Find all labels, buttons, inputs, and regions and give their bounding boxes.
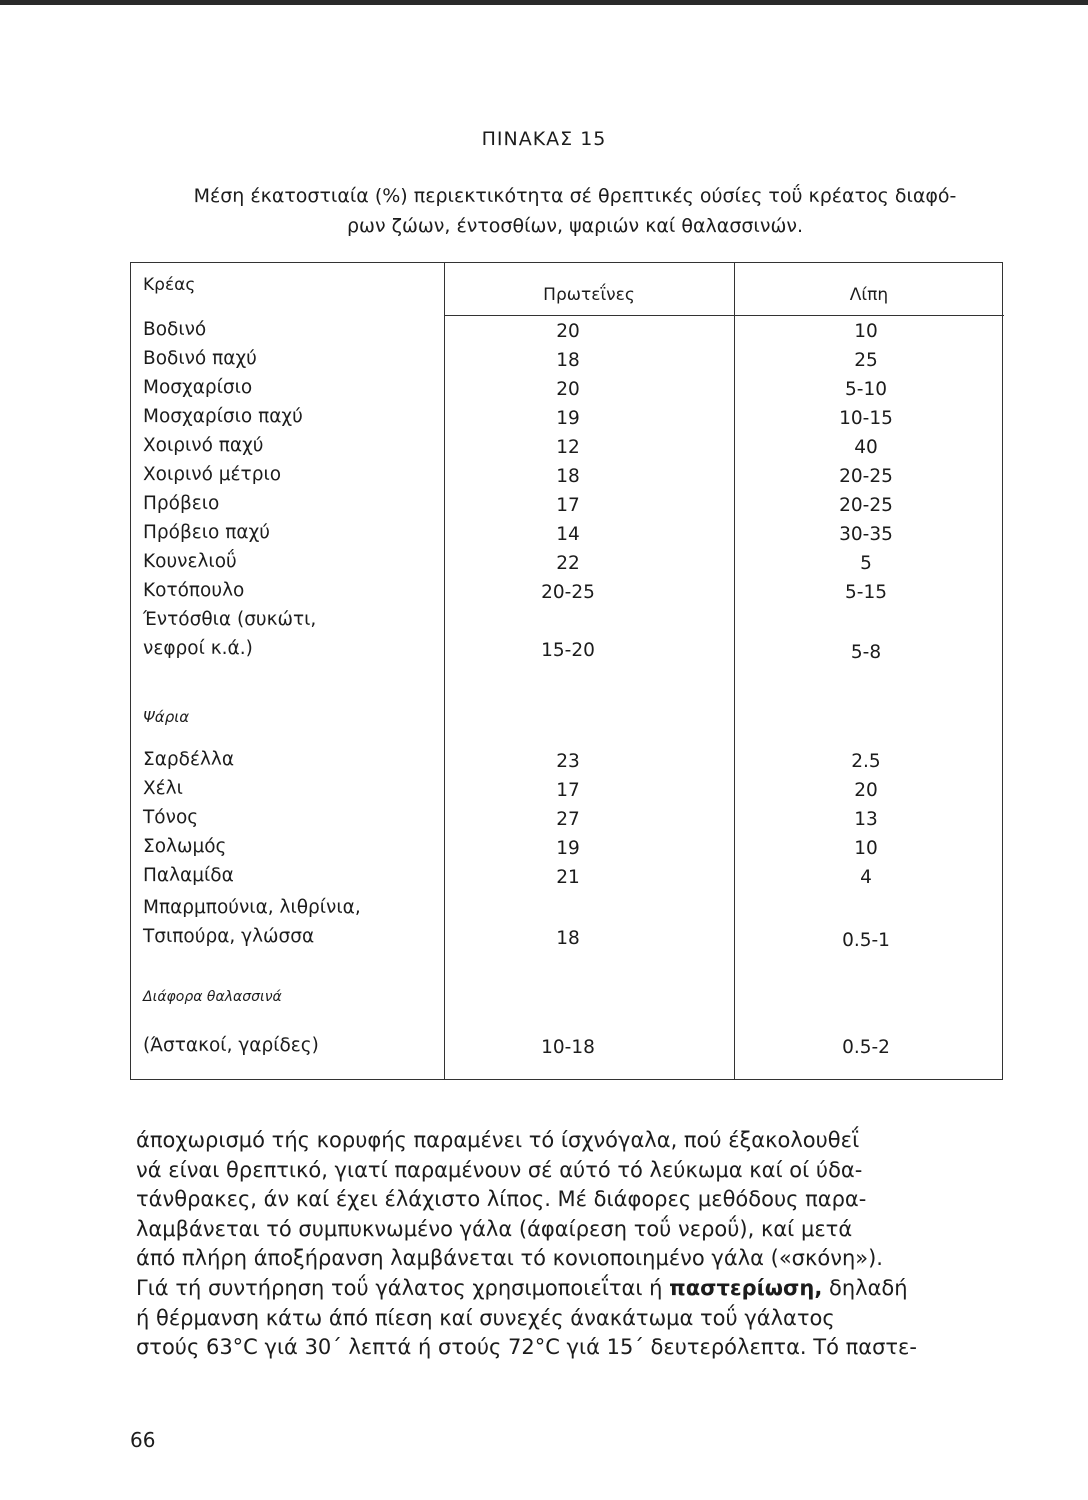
paragraph-line: λαμβάνεται τό συμπυκνωμένο γάλα (άφαίρεση τοΰ νεροΰ), καί μετά: [136, 1216, 853, 1241]
row-fat: 20: [854, 780, 878, 801]
row-name: Πρόβειο: [143, 493, 220, 514]
table-row: [131, 464, 1002, 493]
row-fat: 10: [854, 838, 878, 859]
table-row: [131, 551, 1002, 580]
row-name: Σαρδέλλα: [143, 749, 235, 770]
row-fat: 40: [854, 437, 878, 458]
section-label-seafood: Διάφορα θαλασσινά: [143, 989, 282, 1005]
table-row: [131, 522, 1002, 551]
row-fat: 5: [860, 553, 872, 574]
row-protein: 18: [556, 928, 580, 949]
table-title: ΠΙΝΑΚΑΣ 15: [481, 128, 607, 150]
table-row: [131, 580, 1002, 609]
row-protein: 15-20: [541, 640, 595, 661]
row-fat: 30-35: [839, 524, 893, 545]
row-protein: 18: [556, 466, 580, 487]
row-protein: 19: [556, 838, 580, 859]
row-protein: 14: [556, 524, 580, 545]
row-fat: 25: [854, 350, 878, 371]
row-protein: 12: [556, 437, 580, 458]
row-protein: 17: [556, 495, 580, 516]
header-divider: [444, 315, 1004, 316]
row-name-line-2: νεφροί κ.ά.): [143, 638, 253, 659]
row-fat: 5-10: [845, 379, 887, 400]
row-protein: 20: [556, 379, 580, 400]
row-name: Χέλι: [143, 778, 183, 799]
table-row: [131, 1035, 1002, 1064]
row-name: Χοιρινό μέτριο: [143, 464, 282, 485]
row-name: Τόνος: [143, 807, 199, 828]
emphasis-term: παστερίωση,: [669, 1275, 823, 1300]
row-name: Παλαμίδα: [143, 865, 234, 886]
row-name: Βοδινό παχύ: [143, 348, 257, 369]
row-protein: 27: [556, 809, 580, 830]
header-meat: Κρέας: [143, 275, 196, 295]
row-fat: 10: [854, 321, 878, 342]
caption-line-1: Μέση έκατοστιαία (%) περιεκτικότητα σέ θρεπτικές ούσίες τοΰ κρέατος διαφό-: [193, 185, 957, 207]
row-fat: 0.5-2: [842, 1037, 890, 1058]
paragraph-line: νά είναι θρεπτικό, γιατί παραμένουν σέ αύτό τό λεύκωμα καί οί ύδα-: [136, 1157, 863, 1182]
header-fat: Λίπη: [849, 285, 889, 305]
row-name: Μοσχαρίσιο παχύ: [143, 406, 303, 427]
paragraph-text: Γιά τή συντήρηση τοΰ γάλατος χρησιμοποιεΐται ή: [136, 1275, 670, 1300]
row-name: Βοδινό: [143, 319, 207, 340]
row-protein: 20-25: [541, 582, 595, 603]
table-row: [131, 807, 1002, 836]
row-name-line-1: Μπαρμπούνια, λιθρίνια,: [143, 897, 361, 918]
row-fat: 5-15: [845, 582, 887, 603]
row-protein: 18: [556, 350, 580, 371]
row-name: Μοσχαρίσιο: [143, 377, 253, 398]
paragraph-line: [136, 1274, 988, 1304]
row-fat: 13: [854, 809, 878, 830]
table-row: [131, 836, 1002, 865]
header-protein: Πρωτεΐνες: [543, 285, 635, 305]
table-row: [131, 865, 1002, 894]
table-row: [131, 897, 1002, 955]
table-row: [131, 749, 1002, 778]
nutrition-table: [130, 262, 1003, 1080]
paragraph-line: στούς 63°C γιά 30΄ λεπτά ή στούς 72°C γιά 15΄ δευτερόλεπτα. Τό παστε-: [136, 1335, 917, 1360]
table-row: [131, 493, 1002, 522]
row-name-line-2: Τσιπούρα, γλώσσα: [143, 926, 315, 947]
table-row: [131, 435, 1002, 464]
table-row: [131, 609, 1002, 667]
table-row: [131, 778, 1002, 807]
table-row: [131, 377, 1002, 406]
paragraph-line: τάνθρακες, άν καί έχει έλάχιστο λίπος. Μέ διάφορες μεθόδους παρα-: [136, 1187, 867, 1212]
row-protein: 21: [556, 867, 580, 888]
row-fat: 10-15: [839, 408, 893, 429]
paragraph-text: δηλαδή: [822, 1275, 908, 1300]
paragraph-line: ή θέρμανση κάτω άπό πίεση καί συνεχές άνακάτωμα τοΰ γάλατος: [136, 1305, 835, 1330]
row-name: Κοτόπουλο: [143, 580, 245, 601]
page-number: 66: [130, 1428, 156, 1452]
row-fat: 20-25: [839, 466, 893, 487]
row-fat: 2.5: [851, 751, 881, 772]
row-name: Σολωμός: [143, 836, 227, 857]
paragraph-line: άπό πλήρη άποξήρανση λαμβάνεται τό κονιοποιημένο γάλα («σκόνη»).: [136, 1246, 883, 1271]
table-row: [131, 406, 1002, 435]
table-row: [131, 348, 1002, 377]
row-fat: 0.5-1: [842, 930, 890, 951]
row-fat: 20-25: [839, 495, 893, 516]
table-caption: [140, 181, 1010, 241]
row-name: Κουνελιοΰ: [143, 551, 237, 572]
row-protein: 20: [556, 321, 580, 342]
section-label-fish: Ψάρια: [143, 708, 190, 726]
row-name: (Άστακοί, γαρίδες): [143, 1035, 319, 1056]
caption-line-2: ρων ζώων, έντοσθίων, ψαριών καί θαλασσινών.: [346, 215, 804, 237]
row-name-line-1: Έντόσθια (συκώτι,: [143, 609, 317, 630]
row-protein: 10-18: [541, 1037, 595, 1058]
paragraph-line: άποχωρισμό τής κορυφής παραμένει τό ίσχνόγαλα, πού έξακολουθεΐ: [136, 1128, 860, 1152]
row-protein: 19: [556, 408, 580, 429]
row-name: Χοιρινό παχύ: [143, 435, 264, 456]
row-fat: 5-8: [850, 642, 882, 663]
scan-edge: [0, 0, 1088, 5]
row-protein: 17: [556, 780, 580, 801]
table-row: [131, 319, 1002, 348]
body-paragraph: [136, 1126, 988, 1363]
row-protein: 22: [556, 553, 580, 574]
row-protein: 23: [556, 751, 580, 772]
row-name: Πρόβειο παχύ: [143, 522, 270, 543]
row-fat: 4: [860, 867, 872, 888]
